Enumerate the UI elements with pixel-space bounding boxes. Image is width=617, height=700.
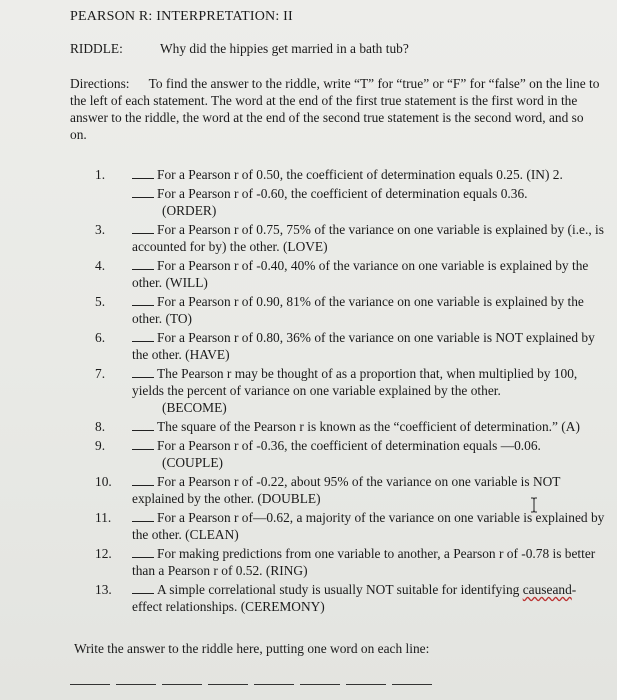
- answer-line-5[interactable]: [254, 680, 294, 685]
- answer-blank-7[interactable]: [132, 365, 154, 378]
- statement-number: 4.: [95, 258, 106, 273]
- statement-keyword: (ORDER): [162, 203, 217, 218]
- statement-13: [95, 581, 605, 615]
- answer-line-6[interactable]: [300, 680, 340, 685]
- riddle-question: Why did the hippies get married in a bath tub?: [160, 41, 409, 56]
- answer-blank-6[interactable]: [132, 329, 154, 342]
- statement-text: A simple correlational study is usually NOT suitable for identifying: [157, 582, 520, 597]
- statement-number: 9.: [95, 438, 106, 453]
- answer-blank-10[interactable]: [132, 473, 154, 486]
- directions-text: To find the answer to the riddle, write “T” for “true” or “F” for “false” on the line to the left of each statement. The word at the end of the first true statement is the first word in the answer to the riddle, the word at the end of the second true statement is the second word, and so on.: [70, 76, 600, 142]
- statement-number: 3.: [95, 222, 106, 237]
- directions: [70, 75, 600, 143]
- statement-number: 10.: [95, 474, 112, 489]
- answer-blank-9[interactable]: [132, 437, 154, 450]
- statement-text: For a Pearson r of 0.75, 75% of the variance on one variable is explained by (i.e., is accounted for by) the other. (LOVE): [132, 222, 604, 254]
- statement-text: For a Pearson r of 0.80, 36% of the variance on one variable is NOT explained by the other. (HAVE): [132, 330, 595, 362]
- statement-number: 6.: [95, 330, 106, 345]
- statement-5: [95, 293, 605, 327]
- answer-blank-3[interactable]: [132, 221, 154, 234]
- statement-number: 11.: [95, 510, 112, 525]
- riddle-label: RIDDLE:: [70, 41, 123, 56]
- statement-10: [95, 473, 605, 507]
- answer-blank-5[interactable]: [132, 293, 154, 306]
- statement-2: [95, 185, 605, 219]
- statement-text: For making predictions from one variable to another, a Pearson r of -0.78 is better than a Pearson r of 0.52. (RING): [132, 546, 596, 578]
- answer-blank-1[interactable]: [132, 166, 154, 179]
- statement-text: For a Pearson r of -0.60, the coefficient of determination equals 0.36.: [157, 186, 528, 201]
- statement-list: [95, 166, 605, 617]
- directions-label: Directions:: [70, 76, 130, 91]
- statement-8: [95, 418, 605, 435]
- statement-text: For a Pearson r of 0.50, the coefficient of determination equals 0.25. (IN) 2.: [157, 167, 563, 182]
- statement-text: For a Pearson r of -0.22, about 95% of the variance on one variable is NOT explained by the other. (DOUBLE): [132, 474, 561, 506]
- statement-12: [95, 545, 605, 579]
- answer-blank-2[interactable]: [132, 185, 154, 198]
- misspelled-word: causeand: [522, 582, 572, 597]
- answer-prompt: Write the answer to the riddle here, putting one word on each line:: [74, 641, 430, 656]
- statement-7: [95, 365, 605, 416]
- answer-line-1[interactable]: [70, 680, 110, 685]
- statement-11: [95, 509, 605, 543]
- answer-line-4[interactable]: [208, 680, 248, 685]
- answer-blank-11[interactable]: [132, 509, 154, 522]
- statement-text: For a Pearson r of—0.62, a majority of the variance on one variable is explained by the other. (CLEAN): [132, 510, 605, 542]
- statement-keyword: (COUPLE): [162, 455, 223, 470]
- text-cursor-icon: [530, 497, 538, 518]
- answer-blank-4[interactable]: [132, 257, 154, 270]
- statement-number: 12.: [95, 546, 112, 561]
- answer-line-3[interactable]: [162, 680, 202, 685]
- answer-blank-12[interactable]: [132, 545, 154, 558]
- statement-3: [95, 221, 605, 255]
- statement-number: 13.: [95, 582, 112, 597]
- statement-text: For a Pearson r of -0.36, the coefficient of determination equals —0.06.: [157, 438, 541, 453]
- statement-text-continued: -effect relationships. (CEREMONY): [132, 582, 577, 614]
- statement-1: [95, 166, 605, 183]
- answer-lines: [70, 680, 432, 685]
- statement-number: 1.: [95, 167, 106, 182]
- statement-keyword: (BECOME): [162, 400, 227, 415]
- statement-number: 7.: [95, 366, 106, 381]
- answer-line-8[interactable]: [392, 680, 432, 685]
- statement-number: 5.: [95, 294, 106, 309]
- answer-line-7[interactable]: [346, 680, 386, 685]
- statement-text: The Pearson r may be thought of as a proportion that, when multiplied by 100, yields the percent of variance on one variable explained by the other.: [132, 366, 578, 398]
- statement-6: [95, 329, 605, 363]
- answer-blank-13[interactable]: [132, 581, 154, 594]
- page-title: PEARSON R: INTERPRETATION: II: [70, 9, 293, 24]
- statement-text: For a Pearson r of -0.40, 40% of the variance on one variable is explained by the other. (WILL): [132, 258, 589, 290]
- statement-9: [95, 437, 605, 471]
- statement-text: The square of the Pearson r is known as the “coefficient of determination.” (A): [157, 419, 580, 434]
- statement-text: For a Pearson r of 0.90, 81% of the variance on one variable is explained by the other. (TO): [132, 294, 584, 326]
- answer-line-2[interactable]: [116, 680, 156, 685]
- statement-4: [95, 257, 605, 291]
- answer-blank-8[interactable]: [132, 418, 154, 431]
- statement-number: 8.: [95, 419, 106, 434]
